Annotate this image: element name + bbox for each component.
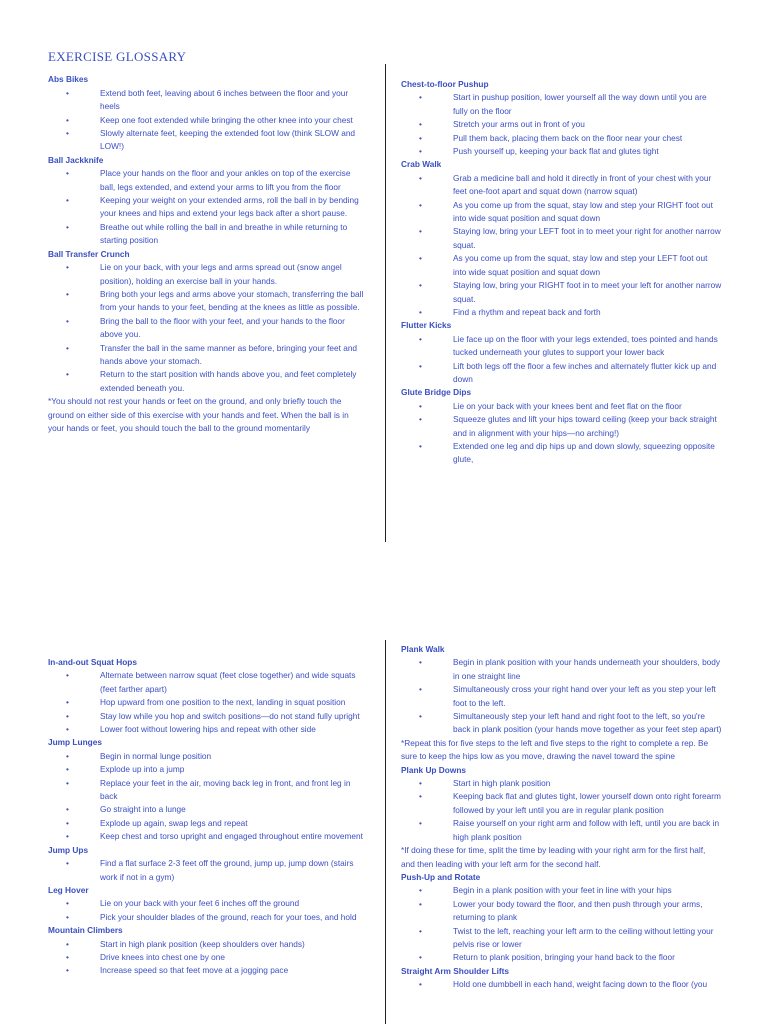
column-top-right — [401, 78, 729, 467]
exercise-step: • Simultaneously step your left hand and right foot to the left, so you're back in plank position (your hands move together as your feet step apart) — [401, 710, 729, 737]
exercise-step: • Push yourself up, keeping your back flat and glutes tight — [401, 145, 729, 158]
exercise-list — [401, 78, 729, 467]
exercise-step: • Return to the start position with hands above you, and feet completely extended beneath you. — [48, 368, 370, 395]
exercise-step: • Bring the ball to the floor with your feet, and your hands to the floor above you. — [48, 315, 370, 342]
exercise-step: • Explode up into a jump — [48, 763, 370, 776]
exercise-step: • Begin in plank position with your hands underneath your shoulders, body in one straight line — [401, 656, 729, 683]
exercise-step: • Hop upward from one position to the next, landing in squat position — [48, 696, 370, 709]
exercise-term: Leg Hover — [48, 884, 89, 895]
exercise-list — [48, 656, 370, 978]
column-bottom-right — [401, 643, 729, 992]
exercise-step: • Lower your body toward the floor, and then push through your arms, returning to plank — [401, 898, 729, 925]
exercise-step: • Lower foot without lowering hips and repeat with other side — [48, 723, 370, 736]
exercise-step: • Find a flat surface 2-3 feet off the ground, jump up, jump down (stairs work if not in a gym) — [48, 857, 370, 884]
exercise-step: • Lift both legs off the floor a few inches and alternately flutter kick up and down — [401, 360, 729, 387]
exercise-step: • Staying low, bring your LEFT foot in to meet your right for another narrow squat. — [401, 225, 729, 252]
exercise-note: *If doing these for time, split the time by leading with your right arm for the first half, and then leading with your left arm for the second half. — [401, 845, 706, 869]
exercise-steps — [48, 261, 370, 395]
exercise-step: • Transfer the ball in the same manner as before, bringing your feet and hands above your stomach. — [48, 342, 370, 369]
exercise-step: • Extend both feet, leaving about 6 inches between the floor and your heels — [48, 87, 370, 114]
exercise-step: • Lie on your back with your feet 6 inches off the ground — [48, 897, 370, 910]
exercise-steps — [401, 656, 729, 736]
column-bottom-left — [48, 656, 370, 978]
exercise-step: • Lie face up on the floor with your legs extended, toes pointed and hands tucked underneath your glutes to support your lower back — [401, 333, 729, 360]
exercise-step: • As you come up from the squat, stay low and step your RIGHT foot out into wide squat position and squat down — [401, 199, 729, 226]
exercise-step: • Squeeze glutes and lift your hips toward ceiling (keep your back straight and in alignment with your hips—no arching!) — [401, 413, 729, 440]
exercise-steps — [401, 172, 729, 319]
exercise-step: • Keep one foot extended while bringing the other knee into your chest — [48, 114, 370, 127]
exercise-step: • Stretch your arms out in front of you — [401, 118, 729, 131]
exercise-step: • Bring both your legs and arms above your stomach, transferring the ball from your hands to your feet, bending at the knees as little as possible. — [48, 288, 370, 315]
exercise-step: • Drive knees into chest one by one — [48, 951, 370, 964]
exercise-step: • Find a rhythm and repeat back and forth — [401, 306, 729, 319]
exercise-term: Straight Arm Shoulder Lifts — [401, 965, 510, 976]
exercise-steps — [48, 87, 370, 154]
exercise-step: • Grab a medicine ball and hold it directly in front of your chest with your feet one-foot apart and squat down (narrow squat) — [401, 172, 729, 199]
exercise-steps — [48, 669, 370, 736]
exercise-step: • Pick your shoulder blades of the ground, reach for your toes, and hold — [48, 911, 370, 924]
column-divider-top — [385, 64, 386, 542]
exercise-step: • Begin in a plank position with your feet in line with your hips — [401, 884, 729, 897]
exercise-steps — [401, 884, 729, 964]
exercise-term: Ball Transfer Crunch — [48, 248, 130, 259]
exercise-step: • Keep chest and torso upright and engaged throughout entire movement — [48, 830, 370, 843]
exercise-step: • Lie on your back, with your legs and arms spread out (snow angel position), holding an exercise ball in your hands. — [48, 261, 370, 288]
exercise-steps — [48, 938, 370, 978]
exercise-step: • Start in pushup position, lower yourself all the way down until you are fully on the floor — [401, 91, 729, 118]
exercise-step: • Begin in normal lunge position — [48, 750, 370, 763]
exercise-step: • Increase speed so that feet move at a jogging pace — [48, 964, 370, 977]
exercise-note: *Repeat this for five steps to the left and five steps to the right to complete a rep. Be sure to keep the hips low as you move, drawing the navel toward the spine — [401, 737, 709, 762]
exercise-step: • Start in high plank position (keep shoulders over hands) — [48, 938, 370, 951]
exercise-steps — [48, 750, 370, 844]
exercise-term: Plank Walk — [401, 644, 445, 654]
exercise-list — [48, 73, 370, 435]
exercise-term: Jump Lunges — [48, 737, 102, 748]
exercise-term: In-and-out Squat Hops — [48, 657, 137, 667]
exercise-step: • Breathe out while rolling the ball in and breathe in while returning to starting position — [48, 221, 370, 248]
exercise-step: • Hold one dumbbell in each hand, weight facing down to the floor (you — [401, 978, 729, 991]
exercise-step: • Lie on your back with your knees bent and feet flat on the floor — [401, 400, 729, 413]
exercise-step: • Return to plank position, bringing your hand back to the floor — [401, 951, 729, 964]
exercise-step: • Slowly alternate feet, keeping the extended foot low (think SLOW and LOW!) — [48, 127, 370, 154]
exercise-term: Flutter Kicks — [401, 320, 452, 331]
page-title: EXERCISE GLOSSARY — [48, 49, 187, 64]
exercise-term: Glute Bridge Dips — [401, 387, 472, 398]
exercise-step: • Place your hands on the floor and your ankles on top of the exercise ball, legs extended, and extend your arms to lift you from the floor — [48, 167, 370, 194]
exercise-step: • Extended one leg and dip hips up and down slowly, squeezing opposite glute, — [401, 440, 729, 467]
exercise-note: *You should not rest your hands or feet on the ground, and only briefly touch the ground on either side of this exercise with your hands and feet. When the ball is in your hands or feet, you should touch the ball to the ground momentarily — [48, 396, 349, 433]
exercise-steps — [401, 400, 729, 467]
exercise-step: • Keeping your weight on your extended arms, roll the ball in by bending your knees and hips and extend your legs back after a short pause. — [48, 194, 370, 221]
exercise-term: Push-Up and Rotate — [401, 871, 481, 882]
exercise-term: Chest-to-floor Pushup — [401, 79, 489, 89]
exercise-step: • Simultaneously cross your right hand over your left as you step your left foot to the left. — [401, 683, 729, 710]
exercise-step: • As you come up from the squat, stay low and step your LEFT foot out into wide squat position and squat down — [401, 252, 729, 279]
exercise-term: Plank Up Downs — [401, 764, 467, 775]
exercise-steps — [401, 978, 729, 991]
exercise-step: • Staying low, bring your RIGHT foot in to meet your left for another narrow squat. — [401, 279, 729, 306]
exercise-steps — [401, 91, 729, 158]
exercise-step: • Start in high plank position — [401, 777, 729, 790]
exercise-step: • Raise yourself on your right arm and follow with left, until you are back in high plank position — [401, 817, 729, 844]
exercise-step: • Keeping back flat and glutes tight, lower yourself down onto right forearm followed by your left until you are in regular plank position — [401, 790, 729, 817]
exercise-step: • Go straight into a lunge — [48, 803, 370, 816]
exercise-steps — [48, 857, 370, 884]
exercise-steps — [401, 777, 729, 844]
column-divider-bottom — [385, 640, 386, 1024]
exercise-step: • Stay low while you hop and switch positions—do not stand fully upright — [48, 710, 370, 723]
exercise-term: Jump Ups — [48, 844, 89, 855]
exercise-list — [401, 643, 729, 992]
exercise-term: Mountain Climbers — [48, 925, 123, 936]
column-top-left — [48, 50, 370, 435]
exercise-steps — [48, 167, 370, 247]
exercise-step: • Pull them back, placing them back on the floor near your chest — [401, 132, 729, 145]
exercise-step: • Replace your feet in the air, moving back leg in front, and front leg in back — [48, 777, 370, 804]
exercise-term: Abs Bikes — [48, 74, 89, 85]
exercise-steps — [48, 897, 370, 924]
exercise-steps — [401, 333, 729, 387]
exercise-step: • Explode up again, swap legs and repeat — [48, 817, 370, 830]
exercise-step: • Alternate between narrow squat (feet close together) and wide squats (feet farther apart) — [48, 669, 370, 696]
exercise-term: Crab Walk — [401, 159, 442, 170]
exercise-term: Ball Jackknife — [48, 154, 104, 165]
exercise-step: • Twist to the left, reaching your left arm to the ceiling without letting your pelvis rise or lower — [401, 925, 729, 952]
